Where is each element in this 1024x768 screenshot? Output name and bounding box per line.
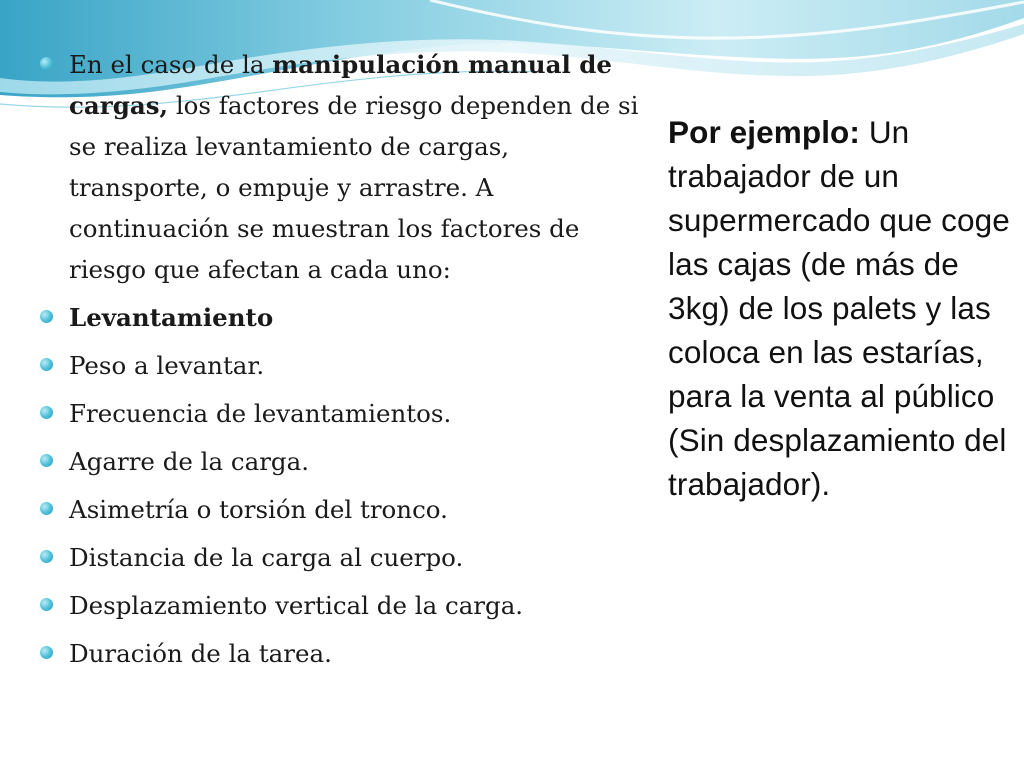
list-item (40, 393, 640, 434)
list-item (40, 633, 640, 674)
list-item-text: Desplazamiento vertical de la carga. (69, 591, 524, 620)
list-item-intro (40, 44, 640, 290)
list-item (40, 489, 640, 530)
example-label: Por ejemplo: (668, 114, 860, 150)
example-text-box (668, 110, 1013, 506)
bullet-dot-icon (40, 598, 53, 611)
intro-text-part2: los factores de riesgo dependen de si se realiza levantamiento de cargas, transporte, o empuje y arrastre. A continuación se muestran los factores de riesgo que afectan a cada uno: (69, 91, 639, 284)
list-item-text: Distancia de la carga al cuerpo. (69, 543, 464, 572)
list-item-text: Peso a levantar. (69, 351, 265, 380)
list-item (40, 441, 640, 482)
bullet-list (40, 44, 640, 674)
list-item-heading (40, 297, 640, 338)
bullet-dot-icon (40, 358, 53, 371)
bullet-dot-icon (40, 550, 53, 563)
list-item (40, 345, 640, 386)
list-item (40, 537, 640, 578)
intro-text-bold: manipulación manual de cargas, (69, 50, 613, 120)
bullet-dot-icon (40, 646, 53, 659)
list-item-text: Duración de la tarea. (69, 639, 332, 668)
section-heading: Levantamiento (69, 303, 274, 332)
intro-text-part1: En el caso de la (69, 50, 273, 79)
bullet-dot-icon (40, 310, 53, 323)
bullet-dot-icon (40, 454, 53, 467)
bullet-dot-icon (40, 57, 53, 70)
bullet-dot-icon (40, 406, 53, 419)
example-text: Un trabajador de un supermercado que coge las cajas (de más de 3kg) de los palets y las coloca en las estarías, para la venta al público (Sin desplazamiento del trabajador). (668, 114, 1010, 502)
bullet-dot-icon (40, 502, 53, 515)
list-item-text: Asimetría o torsión del tronco. (69, 495, 448, 524)
list-item-text: Frecuencia de levantamientos. (69, 399, 452, 428)
list-item (40, 585, 640, 626)
list-item-text: Agarre de la carga. (69, 447, 310, 476)
